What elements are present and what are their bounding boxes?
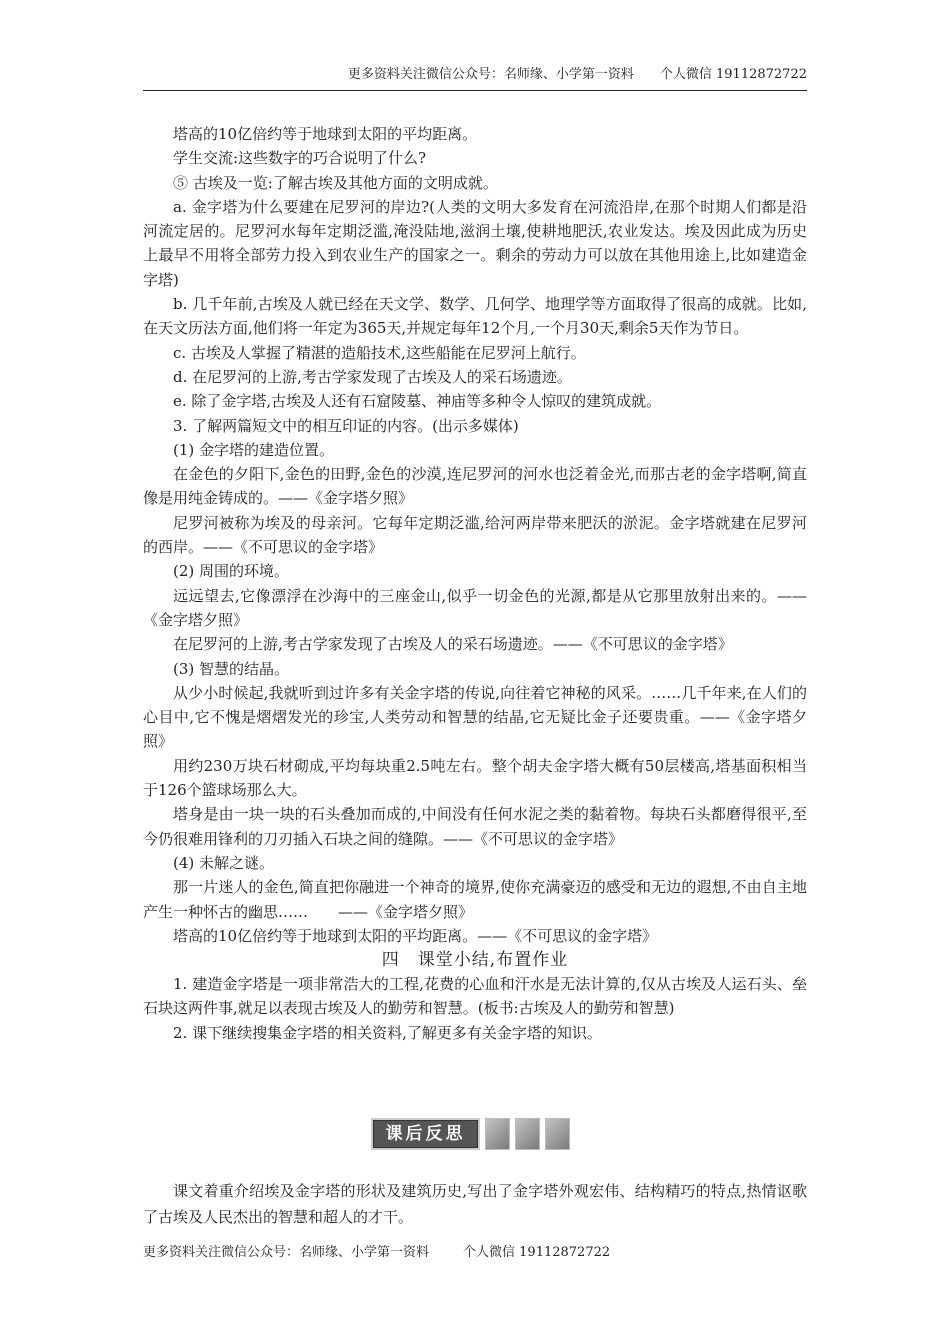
lesson-body	[143, 122, 807, 1045]
paragraph: 3. 了解两篇短文中的相互印证的内容。(出示多媒体)	[173, 416, 519, 435]
paragraph: 用约230万块石材砌成,平均每块重2.5吨左右。整个胡夫金字塔大概有50层楼高,塔基面积相当于126个篮球场那么大。	[143, 756, 807, 800]
paragraph: 塔身是由一块一块的石头叠加而成的,中间没有任何水泥之类的黏着物。每块石头都磨得很平,至今仍很难用锋利的刀刃插入石块之间的缝隙。——《不可思议的金字塔》	[143, 805, 807, 848]
summary-item: 1. 建造金字塔是一项非常浩大的工程,花费的心血和汗水是无法计算的,仅从古埃及人运石头、垒石块这两件事,就足以表现古埃及人的勤劳和智慧。(板书:古埃及人的勤劳和智慧)	[143, 975, 807, 1018]
reflection-paragraph: 课文着重介绍埃及金字塔的形状及建筑历史,写出了金字塔外观宏伟、结构精巧的特点,热情讴歌了古埃及人民杰出的智慧和超人的才干。	[143, 1182, 807, 1226]
page-header	[143, 64, 807, 91]
paragraph: 塔高的10亿倍约等于地球到太阳的平均距离。——《不可思议的金字塔》	[173, 926, 658, 945]
reflection-banner-label	[371, 1118, 480, 1150]
footer-wechat: 个人微信 19112872722	[463, 1245, 611, 1260]
paragraph: (2) 周围的环境。	[173, 562, 290, 581]
paragraph: 从少小时候起,我就听到过许多有关金字塔的传说,向往着它神秘的风采。……几千年来,在人们的心目中,它不愧是熠熠发光的珍宝,人类劳动和智慧的结晶,它无疑比金子还要贵重。——《金字塔夕照》	[143, 683, 807, 751]
paragraph: 那一片迷人的金色,简直把你融进一个神奇的境界,使你充满豪迈的感受和无边的遐想,不由自主地产生一种怀古的幽思…… ——《金字塔夕照》	[143, 878, 807, 921]
header-public-account: 更多资料关注微信公众号：名师缘、小学第一资料	[347, 67, 634, 82]
paragraph: e. 除了金字塔,古埃及人还有石窟陵墓、神庙等多种令人惊叹的建筑成就。	[173, 392, 662, 411]
banner-square-decoration	[515, 1118, 540, 1150]
paragraph: 尼罗河被称为埃及的母亲河。它每年定期泛滥,给河两岸带来肥沃的淤泥。金字塔就建在尼罗河的西岸。——《不可思议的金字塔》	[143, 513, 807, 557]
paragraph: a. 金字塔为什么要建在尼罗河的岸边?(人类的文明大多发育在河流沿岸,在那个时期人们都是沿河流定居的。尼罗河水每年定期泛滥,淹没陆地,滋润土壤,使耕地肥沃,农业发达。埃及因此成为历史上最早不用将全部劳力投入到农业生产的国家之一。剩余的劳动力可以放在其他用途上,比如建造金字塔)	[143, 197, 807, 289]
paragraph: 塔高的10亿倍约等于地球到太阳的平均距离。	[173, 125, 478, 143]
banner-square-decoration	[485, 1118, 510, 1150]
paragraph: (3) 智慧的结晶。	[173, 659, 290, 678]
banner-square-decoration	[545, 1118, 570, 1150]
section-title: 四 课堂小结,布置作业	[381, 950, 569, 971]
paragraph: c. 古埃及人掌握了精湛的造船技术,这些船能在尼罗河上航行。	[173, 343, 586, 362]
header-wechat: 个人微信 19112872722	[659, 67, 807, 82]
paragraph: b. 几千年前,古埃及人就已经在天文学、数学、几何学、地理学等方面取得了很高的成就。比如,在天文历法方面,他们将一年定为365天,并规定每年12个月,一个月30天,剩余5天作为节日。	[143, 295, 807, 338]
paragraph: 远远望去,它像漂浮在沙海中的三座金山,似乎一切金色的光源,都是从它那里放射出来的。——《金字塔夕照》	[143, 586, 807, 629]
reflection-banner-text: 课后反思	[385, 1124, 466, 1144]
paragraph: (1) 金字塔的建造位置。	[173, 440, 335, 459]
footer-public-account: 更多资料关注微信公众号：名师缘、小学第一资料	[143, 1245, 430, 1260]
reflection-body	[143, 1178, 807, 1230]
paragraph: 在金色的夕阳下,金色的田野,金色的沙漠,连尼罗河的河水也泛着金光,而那古老的金字塔啊,简直像是用纯金铸成的。——《金字塔夕照》	[143, 465, 807, 508]
reflection-banner	[371, 1118, 583, 1150]
paragraph: ⑤ 古埃及一览:了解古埃及其他方面的文明成就。	[173, 173, 498, 192]
page-footer	[143, 1242, 610, 1264]
paragraph: d. 在尼罗河的上游,考古学家发现了古埃及人的采石场遗迹。	[173, 367, 572, 386]
paragraph: 学生交流:这些数字的巧合说明了什么?	[173, 149, 427, 168]
paragraph: 在尼罗河的上游,考古学家发现了古埃及人的采石场遗迹。——《不可思议的金字塔》	[173, 635, 733, 654]
summary-item: 2. 课下继续搜集金字塔的相关资料,了解更多有关金字塔的知识。	[173, 1023, 602, 1042]
paragraph: (4) 未解之谜。	[173, 853, 275, 872]
